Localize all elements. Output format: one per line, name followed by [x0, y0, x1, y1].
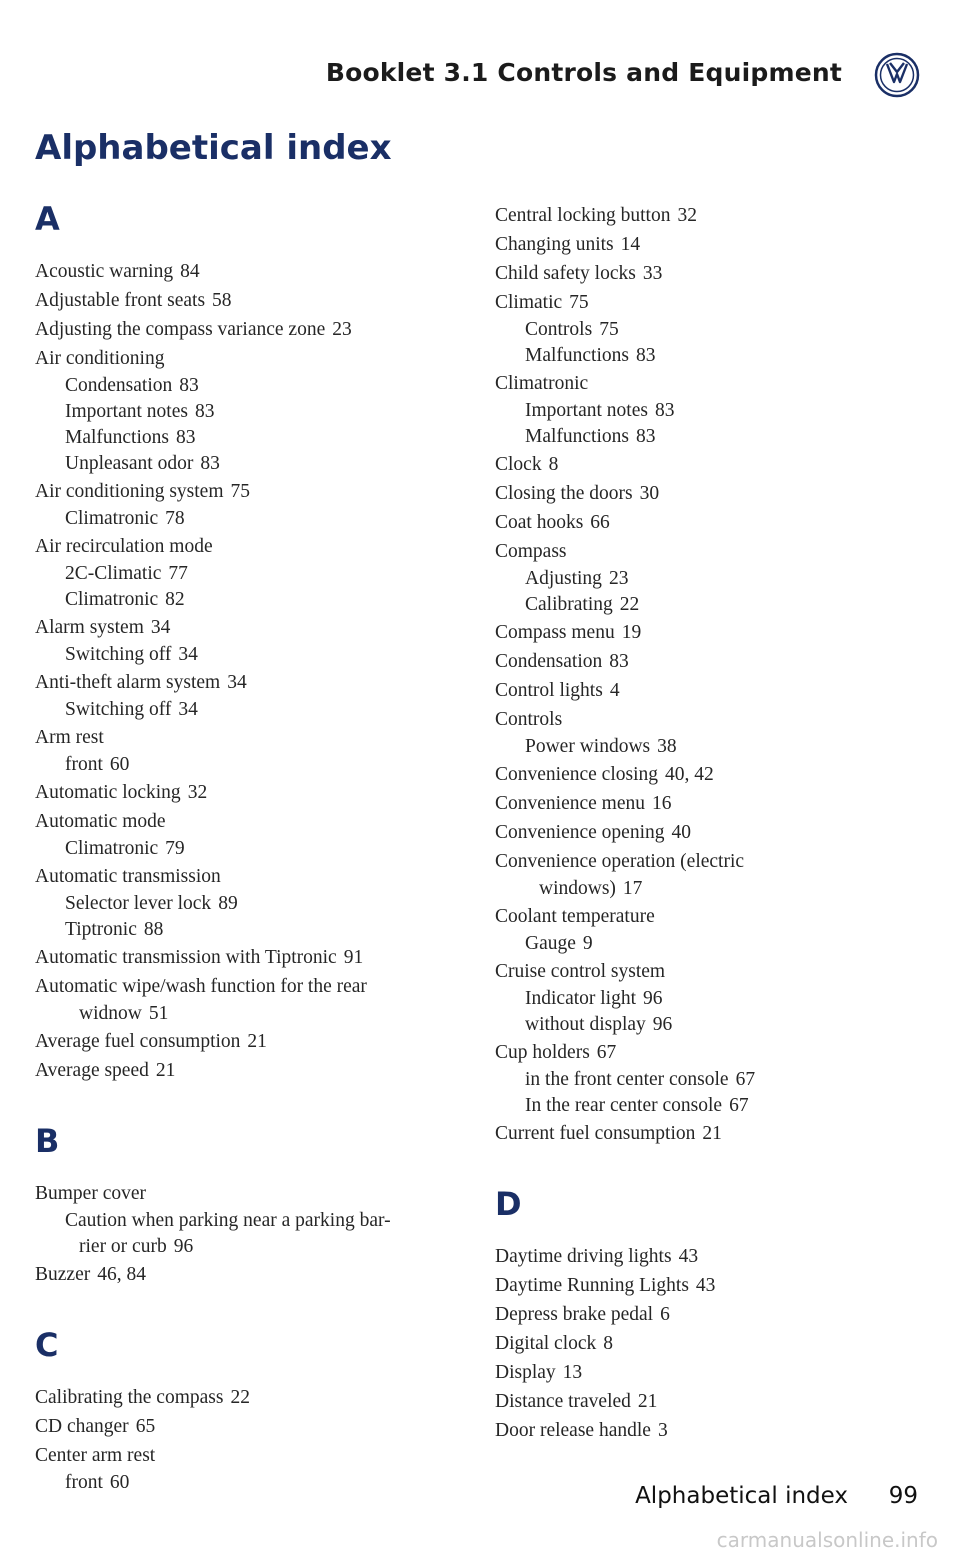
- index-entry: [495, 1119, 915, 1148]
- index-subterm: Gauge: [525, 933, 576, 954]
- index-subentry: [495, 734, 915, 760]
- index-entry-line: [495, 288, 915, 317]
- index-entry-line: [495, 1242, 915, 1271]
- index-entry-line: [35, 1179, 455, 1208]
- index-entry-line: [495, 1329, 915, 1358]
- index-entry-line: [495, 676, 915, 705]
- index-page-ref: 21: [247, 1031, 267, 1052]
- index-subterm: Selector lever lock: [65, 893, 212, 914]
- index-entry: [35, 972, 455, 1027]
- index-subentry: [35, 1470, 455, 1496]
- index-entry-line: [495, 847, 915, 876]
- index-entry: [35, 862, 455, 943]
- index-entry-line: [495, 1271, 915, 1300]
- index-entry-line: [495, 1119, 915, 1148]
- index-entry-line: [35, 315, 455, 344]
- index-entry: [495, 369, 915, 450]
- index-page-ref: 33: [642, 263, 663, 284]
- index-page-ref: 22: [230, 1387, 250, 1408]
- index-entry: [35, 257, 455, 286]
- index-entry: [495, 902, 915, 957]
- index-subterm: 2C-Climatic: [65, 563, 162, 584]
- index-subterm: Tiptronic: [65, 919, 137, 940]
- index-term: Cruise control system: [495, 961, 666, 982]
- index-entry-line: [35, 344, 455, 373]
- index-entry-line: [495, 760, 915, 789]
- index-term: Central locking button: [495, 205, 671, 226]
- index-subentry: [35, 587, 455, 613]
- index-page-ref: 83: [200, 453, 220, 474]
- index-subterm: Adjusting: [525, 568, 602, 589]
- index-entry: [495, 1271, 915, 1300]
- footer-section-title: Alphabetical index: [635, 1483, 848, 1509]
- index-subentry: [495, 1012, 915, 1038]
- watermark-text: carmanualsonline.info: [716, 1528, 938, 1552]
- index-page-ref: 77: [168, 563, 188, 584]
- index-entry-line: [495, 259, 915, 288]
- index-term: Daytime Running Lights: [495, 1275, 689, 1296]
- index-page-ref: 19: [621, 622, 642, 643]
- index-entry: [35, 1260, 455, 1289]
- index-page-ref: 83: [609, 651, 629, 672]
- index-page-ref: 8: [548, 454, 559, 475]
- index-entry: [35, 1383, 455, 1412]
- index-term-continued: widnow: [79, 1003, 142, 1024]
- index-entry: [35, 344, 455, 477]
- index-term: Convenience operation (electric: [495, 851, 745, 872]
- index-term: Daytime driving lights: [495, 1246, 672, 1267]
- index-letter-section: [35, 195, 455, 1085]
- index-page-ref: 14: [620, 234, 641, 255]
- index-page-ref: 21: [702, 1123, 722, 1144]
- index-term: Compass: [495, 541, 567, 562]
- index-subterm: Malfunctions: [65, 427, 169, 448]
- index-subterm: front: [65, 754, 103, 775]
- index-page-ref: 9: [582, 933, 593, 954]
- index-page-ref: 30: [639, 483, 660, 504]
- index-subentry: [35, 506, 455, 532]
- index-subterm: Calibrating: [525, 594, 613, 615]
- index-subentry: [495, 931, 915, 957]
- index-term: Acoustic warning: [35, 261, 174, 282]
- index-entry-line: [35, 943, 455, 972]
- index-entry-line: [495, 230, 915, 259]
- index-subterm: Climatronic: [65, 838, 159, 859]
- index-page-ref: 22: [619, 594, 640, 615]
- index-term-continued: windows): [539, 878, 616, 899]
- index-term: Climatronic: [495, 373, 589, 394]
- index-entry-line: [495, 1358, 915, 1387]
- index-term: Adjusting the compass variance zone: [35, 319, 326, 340]
- index-term: Coolant temperature: [495, 906, 655, 927]
- index-page-ref: 96: [652, 1014, 673, 1035]
- section-spacer: [35, 1289, 455, 1321]
- index-entry-line: [495, 1387, 915, 1416]
- index-entry-line: [35, 286, 455, 315]
- footer-page-number: 99: [888, 1483, 918, 1509]
- index-page-ref: 89: [218, 893, 238, 914]
- index-subentry: [495, 592, 915, 618]
- index-entry: [495, 479, 915, 508]
- index-subentry: [35, 451, 455, 477]
- index-entry-line: [35, 1260, 455, 1289]
- index-term: Automatic transmission with Tiptronic: [35, 947, 337, 968]
- index-page-ref: 79: [165, 838, 185, 859]
- index-term: Climatic: [495, 292, 563, 313]
- index-page-ref: 67: [596, 1042, 617, 1063]
- index-entry-line: [495, 1038, 915, 1067]
- index-term: Average speed: [35, 1060, 149, 1081]
- index-term: CD changer: [35, 1416, 129, 1437]
- index-subentry: [35, 752, 455, 778]
- index-subterm: Caution when parking near a parking bar-: [65, 1210, 391, 1231]
- index-page-ref: 58: [212, 290, 232, 311]
- index-page-ref: 88: [143, 919, 164, 940]
- index-entry: [495, 1329, 915, 1358]
- index-letter-heading: A: [35, 200, 60, 238]
- index-page-ref: 75: [569, 292, 589, 313]
- index-entry: [35, 1179, 455, 1260]
- index-term: Convenience menu: [495, 793, 645, 814]
- index-entry-line: [495, 369, 915, 398]
- index-entry: [35, 1056, 455, 1085]
- index-subterm: in the front center console: [525, 1069, 729, 1090]
- index-page-ref: 82: [165, 589, 185, 610]
- index-entry-line: [495, 1416, 915, 1445]
- index-page-ref: 21: [155, 1060, 176, 1081]
- index-entry-line: [495, 957, 915, 986]
- index-subentry-continuation: [35, 1234, 455, 1260]
- index-subentry: [35, 836, 455, 862]
- index-term: Arm rest: [35, 727, 104, 748]
- index-entry: [495, 450, 915, 479]
- index-page-ref: 83: [635, 345, 656, 366]
- index-term: Cup holders: [495, 1042, 590, 1063]
- index-page-ref: 67: [729, 1095, 749, 1116]
- index-page-ref: 60: [109, 754, 130, 775]
- index-subentry: [495, 424, 915, 450]
- index-page-ref: 23: [608, 568, 629, 589]
- index-entry: [35, 613, 455, 668]
- index-page-ref: 21: [637, 1391, 658, 1412]
- index-subterm-continued: rier or curb: [79, 1236, 167, 1257]
- index-page-ref: 43: [695, 1275, 716, 1296]
- index-entry-line: [495, 537, 915, 566]
- index-entry: [35, 286, 455, 315]
- index-entry-line: [35, 972, 455, 1001]
- index-letter-heading: B: [35, 1122, 60, 1160]
- index-subentry: [35, 697, 455, 723]
- index-entry: [495, 647, 915, 676]
- index-subterm: Indicator light: [525, 988, 637, 1009]
- index-entry: [35, 943, 455, 972]
- index-page-ref: 83: [179, 375, 199, 396]
- index-entry: [495, 1416, 915, 1445]
- index-entry: [35, 778, 455, 807]
- index-entry: [495, 508, 915, 537]
- index-term: Display: [495, 1362, 556, 1383]
- index-entry: [35, 1027, 455, 1056]
- index-subterm: Switching off: [65, 699, 172, 720]
- index-term: Bumper cover: [35, 1183, 147, 1204]
- index-subterm: In the rear center console: [525, 1095, 723, 1116]
- index-subterm: Climatronic: [65, 508, 159, 529]
- index-entry-line: [35, 1056, 455, 1085]
- index-page-ref: 83: [654, 400, 675, 421]
- index-entry-line: [35, 807, 455, 836]
- index-subentry: [35, 399, 455, 425]
- index-entry: [495, 1300, 915, 1329]
- index-page-ref: 16: [652, 793, 672, 814]
- index-entry-line: [35, 532, 455, 561]
- index-term: Anti-theft alarm system: [35, 672, 221, 693]
- index-entry-line: [495, 450, 915, 479]
- index-entry: [35, 1412, 455, 1441]
- index-letter-section: [35, 1289, 455, 1496]
- index-page-ref: 91: [343, 947, 364, 968]
- section-spacer: [35, 1085, 455, 1117]
- index-page-ref: 34: [227, 672, 247, 693]
- index-term: Digital clock: [495, 1333, 597, 1354]
- index-page-ref: 96: [643, 988, 663, 1009]
- index-term: Door release handle: [495, 1420, 651, 1441]
- index-entry: [495, 259, 915, 288]
- index-entry-line: [35, 723, 455, 752]
- index-entry-line: [35, 862, 455, 891]
- index-term: Center arm rest: [35, 1445, 156, 1466]
- index-subterm: Condensation: [65, 375, 173, 396]
- index-subentry: [35, 642, 455, 668]
- index-entry-line: [495, 479, 915, 508]
- index-entry-line: [495, 647, 915, 676]
- index-entry-line: [35, 257, 455, 286]
- index-entry: [495, 705, 915, 760]
- index-subentry: [495, 1093, 915, 1119]
- index-term: Coat hooks: [495, 512, 584, 533]
- index-subentry: [495, 343, 915, 369]
- index-term: Buzzer: [35, 1264, 91, 1285]
- index-subentry: [495, 986, 915, 1012]
- index-page-ref: 60: [109, 1472, 130, 1493]
- index-letter-section: [495, 1148, 915, 1445]
- index-entry: [495, 760, 915, 789]
- index-term: Alarm system: [35, 617, 144, 638]
- index-column-right: [495, 201, 915, 1445]
- index-subentry: [35, 373, 455, 399]
- index-entry-line: [35, 1412, 455, 1441]
- index-subterm: Climatronic: [65, 589, 159, 610]
- index-page-ref: 83: [194, 401, 215, 422]
- index-entry-line: [35, 477, 455, 506]
- vw-logo-icon: [874, 52, 920, 98]
- index-entry-line: [35, 1441, 455, 1470]
- index-page-ref: 34: [150, 617, 171, 638]
- index-page-ref: 40: [671, 822, 691, 843]
- index-letter-heading: D: [495, 1185, 522, 1223]
- index-term: Average fuel consumption: [35, 1031, 241, 1052]
- index-term: Current fuel consumption: [495, 1123, 696, 1144]
- index-subentry: [35, 1208, 455, 1234]
- index-term: Calibrating the compass: [35, 1387, 224, 1408]
- index-term: Automatic locking: [35, 782, 181, 803]
- index-page-ref: 13: [562, 1362, 583, 1383]
- index-term: Control lights: [495, 680, 603, 701]
- index-page-ref: 75: [599, 319, 619, 340]
- index-term: Adjustable front seats: [35, 290, 206, 311]
- index-page-ref: 40, 42: [665, 764, 714, 785]
- index-term: Child safety locks: [495, 263, 636, 284]
- index-term: Automatic mode: [35, 811, 166, 832]
- index-entry-line: [35, 1027, 455, 1056]
- index-subterm: Controls: [525, 319, 593, 340]
- index-entry: [495, 676, 915, 705]
- index-subentry: [35, 425, 455, 451]
- index-subterm: Switching off: [65, 644, 172, 665]
- index-page-ref: 96: [173, 1236, 194, 1257]
- index-term: Depress brake pedal: [495, 1304, 654, 1325]
- index-subterm: Important notes: [525, 400, 648, 421]
- index-subentry: [495, 566, 915, 592]
- index-letter-heading: C: [35, 1326, 59, 1364]
- index-entry: [495, 1038, 915, 1119]
- index-page-ref: 83: [635, 426, 656, 447]
- index-page-ref: 4: [609, 680, 620, 701]
- index-term: Distance traveled: [495, 1391, 631, 1412]
- index-subentry: [495, 1067, 915, 1093]
- index-subentry: [495, 317, 915, 343]
- index-entry: [495, 1387, 915, 1416]
- index-subterm: Unpleasant odor: [65, 453, 194, 474]
- index-term: Air conditioning system: [35, 481, 224, 502]
- index-entry-continuation: [35, 1001, 455, 1027]
- index-page-ref: 65: [135, 1416, 156, 1437]
- index-entry-line: [495, 618, 915, 647]
- index-entry-line: [495, 508, 915, 537]
- index-term: Convenience opening: [495, 822, 665, 843]
- index-entry: [35, 668, 455, 723]
- index-entry: [495, 201, 915, 230]
- index-entry-line: [35, 778, 455, 807]
- index-page-ref: 17: [622, 878, 643, 899]
- index-subentry: [35, 561, 455, 587]
- index-term: Changing units: [495, 234, 614, 255]
- index-entry: [495, 818, 915, 847]
- index-entry: [495, 618, 915, 647]
- index-page-ref: 46, 84: [97, 1264, 146, 1285]
- index-column-left: [35, 195, 455, 1496]
- index-page-ref: 84: [180, 261, 200, 282]
- index-subentry: [35, 917, 455, 943]
- index-page-ref: 78: [165, 508, 185, 529]
- index-subterm: without display: [525, 1014, 646, 1035]
- index-subterm: Malfunctions: [525, 426, 629, 447]
- index-entry: [495, 847, 915, 902]
- index-page-ref: 3: [657, 1420, 668, 1441]
- booklet-title: Booklet 3.1 Controls and Equipment: [325, 58, 842, 87]
- index-term: Automatic transmission: [35, 866, 221, 887]
- index-entry: [495, 1242, 915, 1271]
- index-entry-continuation: [495, 876, 915, 902]
- index-page-ref: 75: [230, 481, 250, 502]
- index-term: Controls: [495, 709, 563, 730]
- index-entry: [495, 1358, 915, 1387]
- index-page-ref: 32: [677, 205, 697, 226]
- index-entry-line: [495, 818, 915, 847]
- page-title: Alphabetical index: [35, 128, 392, 168]
- index-letter-section: [495, 201, 915, 1148]
- index-page-ref: 34: [178, 699, 198, 720]
- index-entry-line: [495, 201, 915, 230]
- index-term: Closing the doors: [495, 483, 633, 504]
- index-page-ref: 67: [735, 1069, 756, 1090]
- index-entry-line: [495, 902, 915, 931]
- index-entry: [495, 957, 915, 1038]
- index-entry-line: [35, 1383, 455, 1412]
- index-term: Condensation: [495, 651, 603, 672]
- index-entry: [35, 723, 455, 778]
- index-entry: [35, 807, 455, 862]
- index-entry: [495, 230, 915, 259]
- index-page-ref: 83: [175, 427, 196, 448]
- index-subterm: front: [65, 1472, 103, 1493]
- index-page-ref: 43: [678, 1246, 699, 1267]
- index-page-ref: 51: [148, 1003, 169, 1024]
- index-entry: [35, 477, 455, 532]
- index-entry: [495, 288, 915, 369]
- index-letter-section: [35, 1085, 455, 1289]
- index-entry: [495, 537, 915, 618]
- index-page-ref: 34: [178, 644, 198, 665]
- index-term: Clock: [495, 454, 542, 475]
- index-subentry: [35, 891, 455, 917]
- index-entry-line: [35, 613, 455, 642]
- index-entry-line: [35, 668, 455, 697]
- index-page-ref: 23: [332, 319, 352, 340]
- index-term: Air recirculation mode: [35, 536, 213, 557]
- index-entry-line: [495, 789, 915, 818]
- index-page-ref: 66: [590, 512, 610, 533]
- index-subentry: [495, 398, 915, 424]
- index-entry: [495, 789, 915, 818]
- index-term: Air conditioning: [35, 348, 165, 369]
- index-subterm: Power windows: [525, 736, 651, 757]
- index-page-ref: 38: [657, 736, 677, 757]
- index-page-ref: 8: [603, 1333, 614, 1354]
- index-entry: [35, 1441, 455, 1496]
- index-entry: [35, 315, 455, 344]
- index-page-ref: 32: [187, 782, 208, 803]
- index-subterm: Important notes: [65, 401, 188, 422]
- index-entry-line: [495, 705, 915, 734]
- index-subterm: Malfunctions: [525, 345, 629, 366]
- index-entry-line: [495, 1300, 915, 1329]
- section-spacer: [495, 1148, 915, 1180]
- index-term: Automatic wipe/wash function for the rear: [35, 976, 367, 997]
- index-entry: [35, 532, 455, 613]
- index-term: Compass menu: [495, 622, 615, 643]
- index-page-ref: 6: [660, 1304, 670, 1325]
- index-term: Convenience closing: [495, 764, 658, 785]
